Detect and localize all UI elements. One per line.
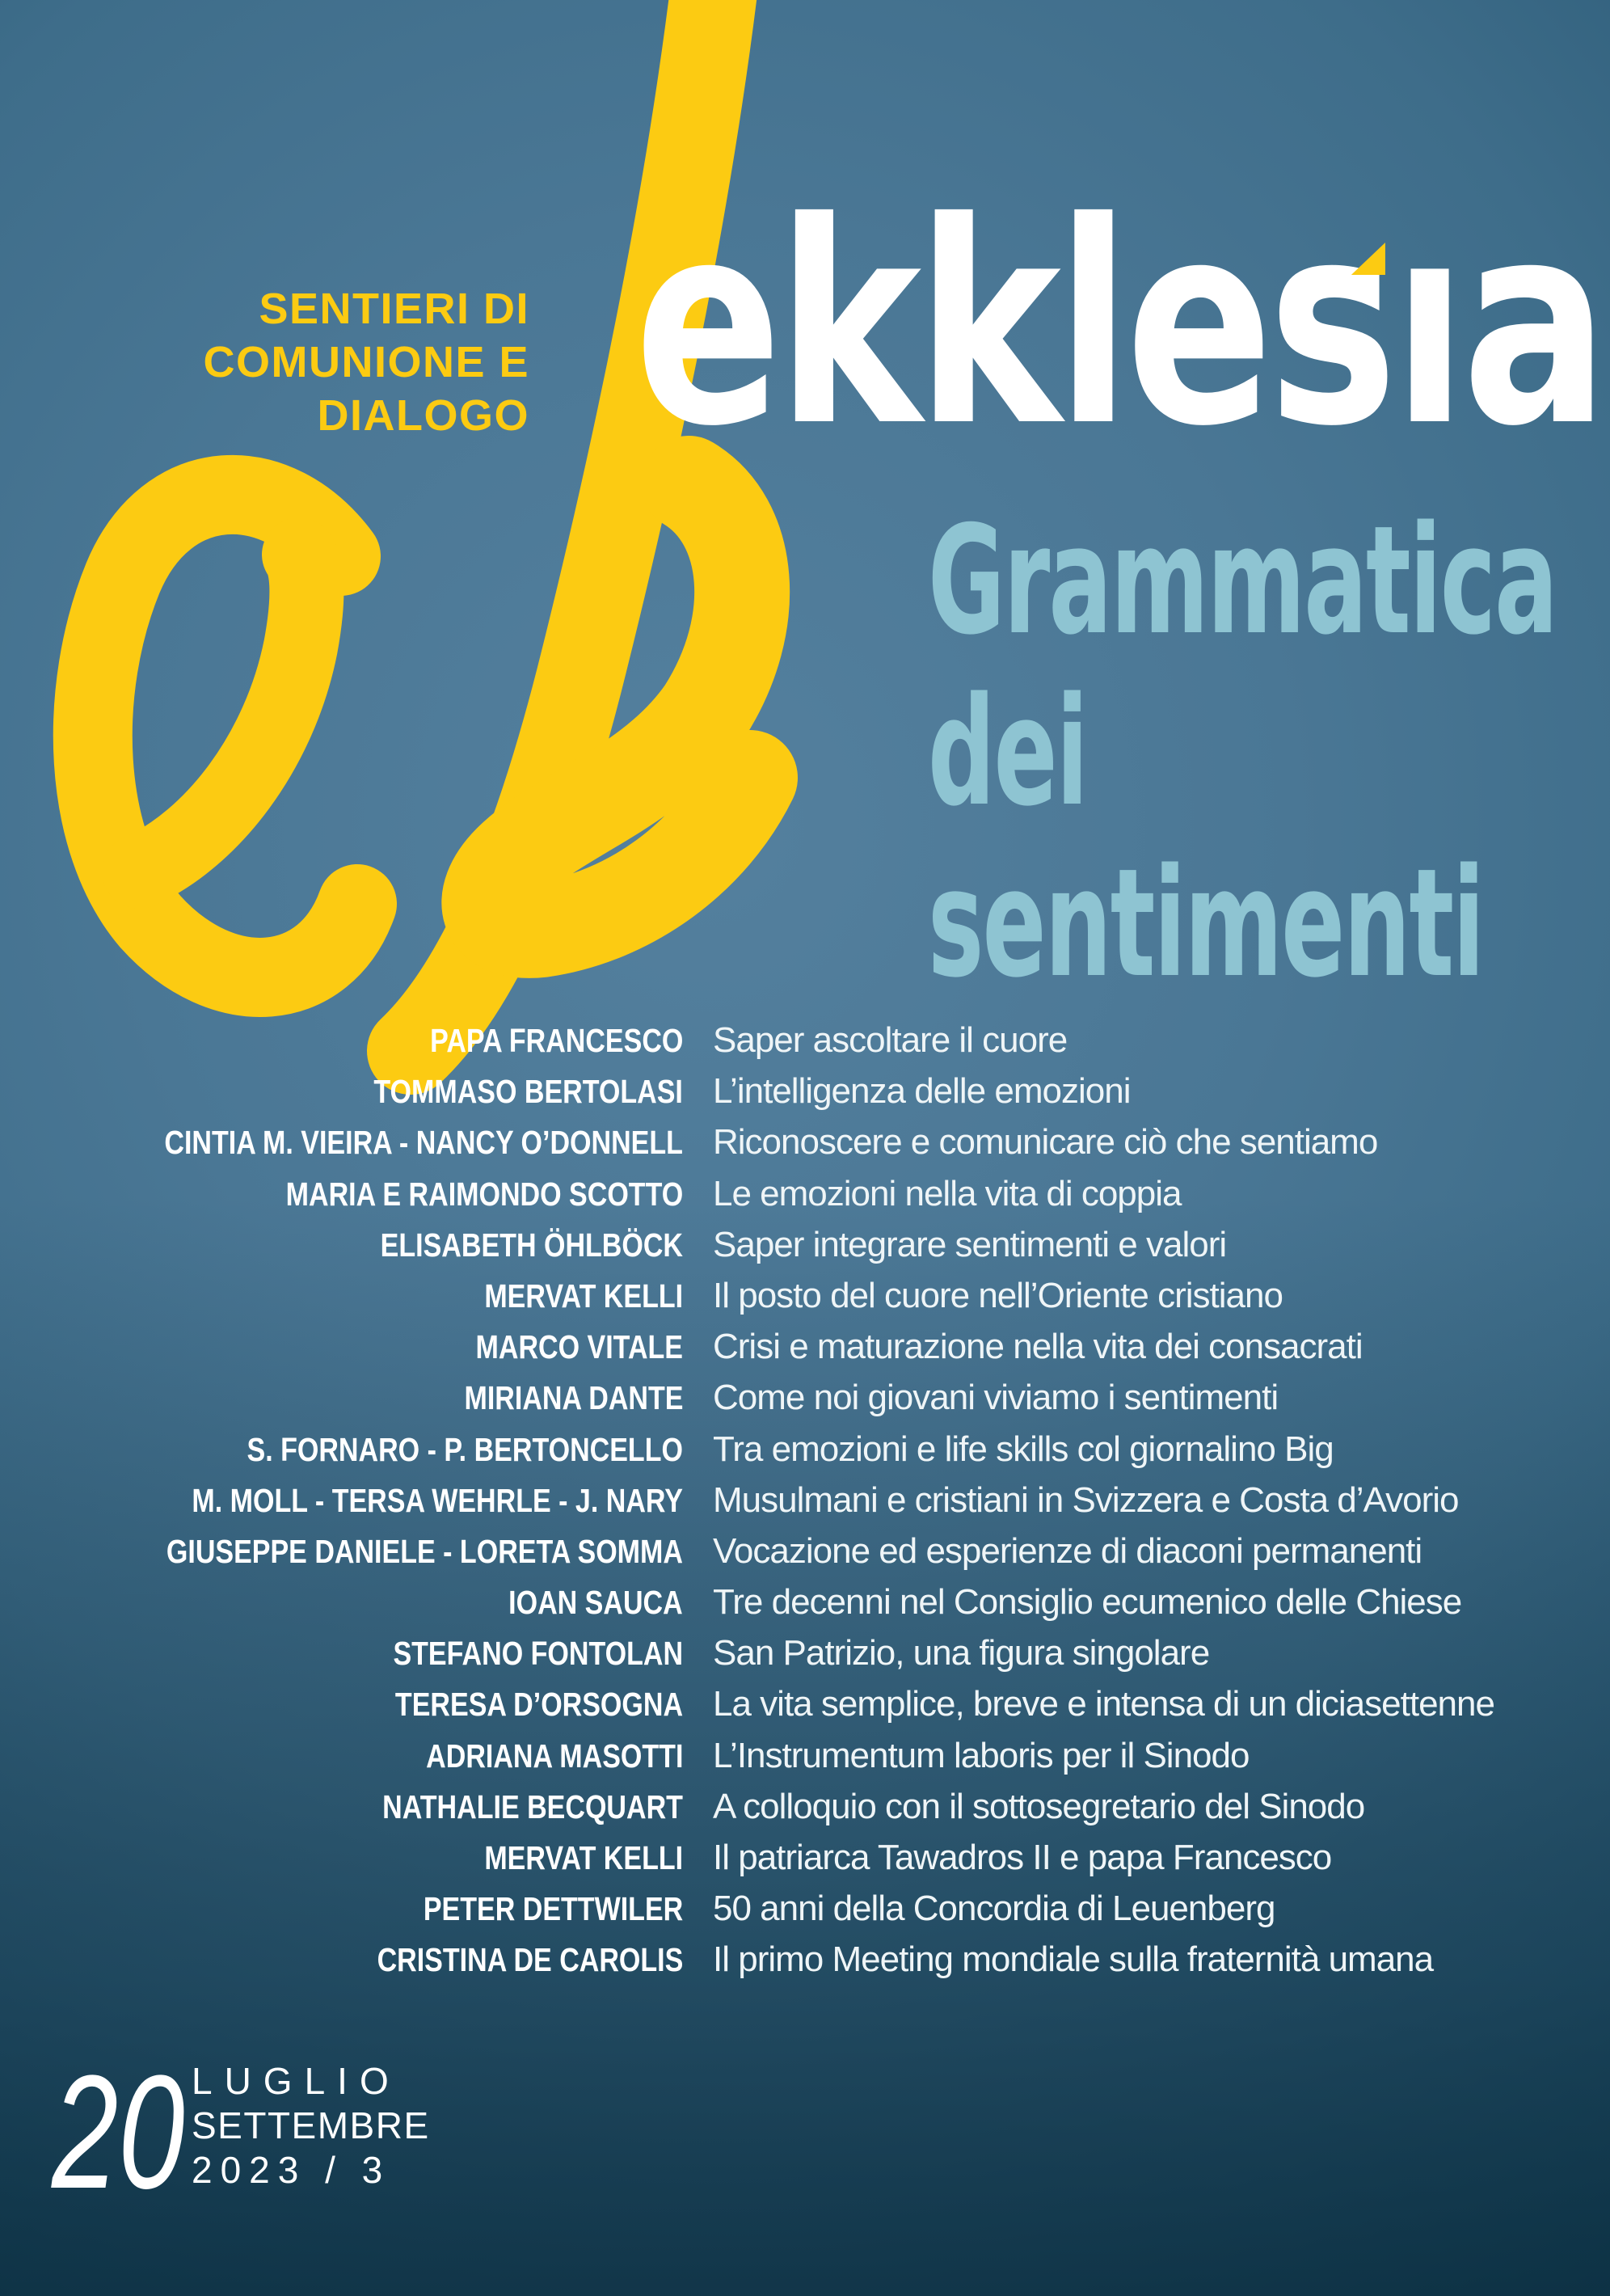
tagline-line: COMUNIONE E — [203, 338, 529, 386]
toc-title-column — [683, 1582, 1610, 1623]
toc-title-column — [683, 1939, 1610, 1980]
toc-title-column — [683, 1174, 1610, 1214]
toc-author-column — [0, 1941, 683, 1979]
toc-title-column — [683, 1531, 1610, 1572]
toc-title-column — [683, 1276, 1610, 1316]
toc-author-column — [0, 1839, 683, 1877]
toc-title-column — [683, 1071, 1610, 1112]
toc-author-column — [0, 1482, 683, 1520]
issue-period-line: LUGLIO — [192, 2060, 401, 2102]
toc-author: CINTIA M. VIEIRA - NANCY O’DONNELL — [164, 1124, 683, 1162]
toc-article-title: Saper ascoltare il cuore — [713, 1020, 1068, 1060]
toc-row — [0, 1327, 1610, 1378]
toc-article-title: La vita semplice, breve e intensa di un diciasettenne — [713, 1684, 1494, 1724]
toc-author-column — [0, 1175, 683, 1213]
toc-row — [0, 1787, 1610, 1838]
toc-row — [0, 1838, 1610, 1889]
toc-author: ADRIANA MASOTTI — [425, 1737, 683, 1775]
toc-title-column — [683, 1122, 1610, 1163]
toc-article-title: Le emozioni nella vita di coppia — [713, 1173, 1182, 1213]
toc-author-column — [0, 1584, 683, 1622]
toc-title-column — [683, 1225, 1610, 1265]
toc-article-title: Il posto del cuore nell’Oriente cristiano — [713, 1275, 1283, 1315]
toc-row — [0, 1020, 1610, 1071]
toc-title-column — [683, 1633, 1610, 1673]
toc-author: IOAN SAUCA — [508, 1584, 683, 1622]
toc-title-column — [683, 1889, 1610, 1929]
tagline-line: SENTIERI DI — [259, 285, 529, 333]
cover-title — [928, 495, 1557, 1009]
tagline-line: DIALOGO — [317, 391, 529, 440]
toc-row — [0, 1531, 1610, 1582]
toc-author-column — [0, 1686, 683, 1724]
toc-row — [0, 1684, 1610, 1735]
toc-author-column — [0, 1788, 683, 1826]
toc-author: ELISABETH ÖHLBÖCK — [380, 1226, 683, 1264]
toc-author: PETER DETTWILER — [423, 1890, 683, 1928]
toc-article-title: Saper integrare sentimenti e valori — [713, 1224, 1227, 1264]
toc-author: M. MOLL - TERSA WEHRLE - J. NARY — [192, 1481, 683, 1519]
toc-author: MERVAT KELLI — [484, 1277, 683, 1315]
toc-author-column — [0, 1431, 683, 1469]
toc-title-column — [683, 1378, 1610, 1418]
toc-article-title: A colloquio con il sottosegretario del Sinodo — [713, 1786, 1365, 1826]
toc-author: MIRIANA DANTE — [464, 1379, 683, 1417]
toc-author: S. FORNARO - P. BERTONCELLO — [247, 1430, 683, 1468]
toc-row — [0, 1939, 1610, 1990]
toc-article-title: Musulmani e cristiani in Svizzera e Costa d’Avorio — [713, 1479, 1459, 1520]
toc-row — [0, 1174, 1610, 1225]
toc-list — [0, 1020, 1610, 1991]
toc-author-column — [0, 1379, 683, 1417]
toc-article-title: Riconoscere e comunicare ciò che sentiamo — [713, 1122, 1378, 1163]
toc-title-column — [683, 1684, 1610, 1724]
toc-author-column — [0, 1533, 683, 1571]
toc-author-column — [0, 1124, 683, 1162]
toc-article-title: Tra emozioni e life skills col giornalino Big — [713, 1429, 1334, 1469]
toc-row — [0, 1889, 1610, 1939]
issue-number: 20 — [52, 2042, 185, 2222]
toc-article-title: L’intelligenza delle emozioni — [713, 1071, 1131, 1112]
toc-title-column — [683, 1736, 1610, 1776]
toc-row — [0, 1582, 1610, 1633]
toc-row — [0, 1736, 1610, 1787]
magazine-logo-text: ekklesıa — [634, 163, 1604, 487]
toc-row — [0, 1633, 1610, 1684]
toc-article-title: Il patriarca Tawadros II e papa Francesco — [713, 1838, 1332, 1877]
toc-row — [0, 1378, 1610, 1429]
toc-author: TOMMASO BERTOLASI — [373, 1073, 683, 1111]
toc-author-column — [0, 1737, 683, 1775]
toc-author: MERVAT KELLI — [484, 1839, 683, 1876]
issue-period-line: SETTEMBRE — [192, 2104, 430, 2146]
issue-period-line: 2023 / 3 — [192, 2149, 391, 2191]
toc-row — [0, 1429, 1610, 1480]
toc-row — [0, 1225, 1610, 1276]
cover-title-line: dei — [928, 665, 1087, 839]
toc-article-title: San Patrizio, una figura singolare — [713, 1633, 1210, 1673]
toc-author: GIUSEPPE DANIELE - LORETA SOMMA — [166, 1532, 683, 1570]
toc-article-title: Tre decenni nel Consiglio ecumenico delle Chiese — [713, 1582, 1462, 1623]
toc-article-title: L’Instrumentum laboris per il Sinodo — [713, 1735, 1250, 1775]
toc-row — [0, 1480, 1610, 1531]
toc-author: MARIA E RAIMONDO SCOTTO — [285, 1175, 683, 1213]
toc-author-column — [0, 1635, 683, 1673]
toc-author: PAPA FRANCESCO — [429, 1022, 683, 1059]
toc-author-column — [0, 1022, 683, 1060]
toc-article-title: Vocazione ed esperienze di diaconi permanenti — [713, 1530, 1422, 1571]
magazine-logo — [634, 163, 1604, 487]
toc-article-title: 50 anni della Concordia di Leuenberg — [713, 1889, 1275, 1929]
issue-period — [192, 2059, 430, 2193]
toc-row — [0, 1071, 1610, 1122]
tagline — [121, 282, 529, 442]
cover-title-line: Grammatica — [928, 493, 1557, 668]
toc-author: TERESA D’ORSOGNA — [394, 1686, 683, 1724]
toc-author: CRISTINA DE CAROLIS — [377, 1941, 683, 1979]
toc-title-column — [683, 1480, 1610, 1521]
toc-row — [0, 1276, 1610, 1327]
toc-article-title: Crisi e maturazione nella vita dei consacrati — [713, 1327, 1363, 1367]
toc-author-column — [0, 1226, 683, 1264]
toc-row — [0, 1122, 1610, 1173]
toc-title-column — [683, 1838, 1610, 1878]
toc-title-column — [683, 1787, 1610, 1827]
toc-title-column — [683, 1327, 1610, 1367]
cover-title-line: sentimenti — [928, 836, 1484, 1011]
toc-article-title: Come noi giovani viviamo i sentimenti — [713, 1378, 1279, 1418]
toc-article-title: Il primo Meeting mondiale sulla fraternità umana — [713, 1939, 1434, 1980]
toc-author-column — [0, 1328, 683, 1366]
toc-author-column — [0, 1073, 683, 1111]
toc-author: NATHALIE BECQUART — [382, 1787, 683, 1825]
toc-author: STEFANO FONTOLAN — [393, 1635, 683, 1673]
toc-author-column — [0, 1277, 683, 1315]
toc-author: MARCO VITALE — [475, 1328, 683, 1366]
toc-author-column — [0, 1890, 683, 1928]
script-e-eye-stroke — [139, 555, 306, 872]
toc-title-column — [683, 1429, 1610, 1470]
toc-title-column — [683, 1020, 1610, 1061]
